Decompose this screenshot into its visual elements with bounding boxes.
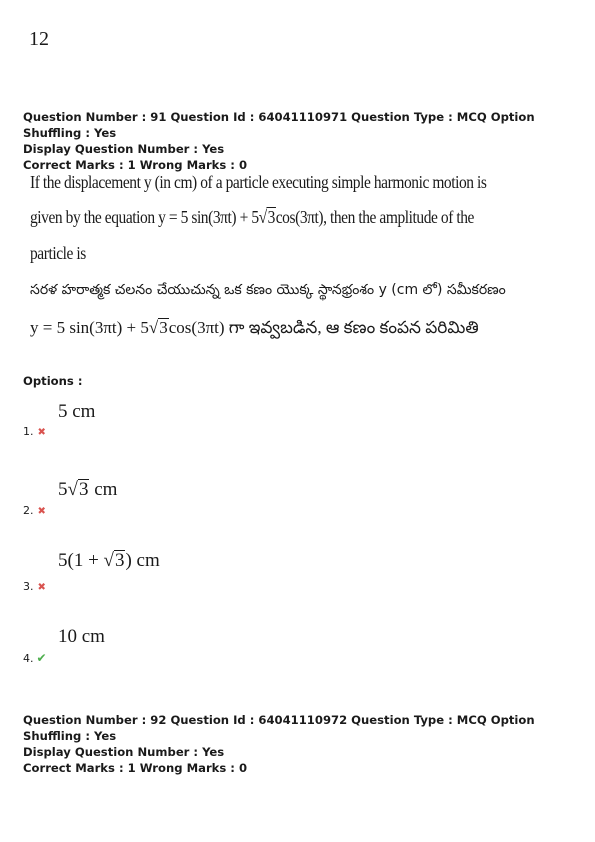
q92-header (23, 712, 595, 776)
sqrt-symbol: √ (67, 479, 78, 500)
option-3-value (58, 550, 160, 572)
option-1-value (58, 401, 95, 423)
option-1-number (23, 425, 46, 438)
cross-icon: ✖ (37, 582, 46, 593)
q91-header-line2: Display Question Number : Yes (23, 142, 225, 156)
option-2-number (23, 504, 46, 517)
option-2-root: 3 (78, 479, 89, 500)
q91-header-line3: Correct Marks : 1 Wrong Marks : 0 (23, 158, 248, 172)
option-3-prefix: 5(1 + (58, 550, 104, 571)
q91-telugu-line1: సరళ హరాత్మక చలనం చేయుచున్న ఒక కణం యొక్క స్థానభ్రంశం y (cm లో) సమీకరణం (30, 282, 506, 298)
sqrt-symbol: √ (103, 550, 114, 571)
option-2-prefix: 5 (58, 479, 68, 500)
q91-english-line3: particle is (30, 243, 86, 263)
option-4-text: 10 cm (58, 626, 105, 647)
q91-english-line2 (30, 207, 474, 228)
option-2-value (58, 479, 117, 501)
option-2-index: 2. (23, 504, 34, 517)
q91-telugu-equation-prefix: y = 5 sin(3πt) + 5 (30, 318, 149, 337)
sqrt-symbol: √ (258, 207, 267, 227)
sqrt-symbol: √ (148, 318, 159, 337)
q91-telugu-equation-middle: cos(3πt) గా ఇవ్వబడిన, ఆ కణం కంపన పరిమితి (168, 318, 479, 337)
option-4-number (23, 651, 47, 665)
option-2-suffix: cm (89, 479, 118, 500)
option-3-number (23, 580, 46, 593)
q92-header-line1: Question Number : 92 Question Id : 64041110972 Question Type : MCQ Option Shuffling : Yes (23, 713, 535, 743)
option-3-index: 3. (23, 580, 34, 593)
q91-equation-prefix: given by the equation y = 5 sin(3πt) + 5 (30, 207, 259, 227)
q91-telugu-line2 (30, 318, 479, 342)
q92-header-line3: Correct Marks : 1 Wrong Marks : 0 (23, 761, 248, 775)
q91-equation-root: 3 (267, 207, 275, 227)
cross-icon: ✖ (37, 506, 46, 517)
option-1-text: 5 cm (58, 401, 96, 422)
cross-icon: ✖ (37, 427, 46, 438)
option-4-index: 4. (23, 652, 34, 665)
option-3-root: 3 (114, 550, 125, 571)
q91-header-line1: Question Number : 91 Question Id : 64041110971 Question Type : MCQ Option Shuffling : Yes (23, 110, 535, 140)
q91-header (23, 109, 595, 173)
option-4-value (58, 626, 105, 648)
options-label: Options : (23, 374, 83, 388)
option-3-suffix: ) cm (125, 550, 160, 571)
q91-equation-suffix: cos(3πt), then the amplitude of the (275, 207, 475, 227)
page-number: 12 (29, 28, 49, 50)
q92-header-line2: Display Question Number : Yes (23, 745, 225, 759)
option-1-index: 1. (23, 425, 34, 438)
q91-english-line1: If the displacement y (in cm) of a particle executing simple harmonic motion is (30, 172, 487, 192)
check-icon: ✔ (36, 651, 47, 665)
q91-telugu-equation-root: 3 (159, 318, 168, 337)
